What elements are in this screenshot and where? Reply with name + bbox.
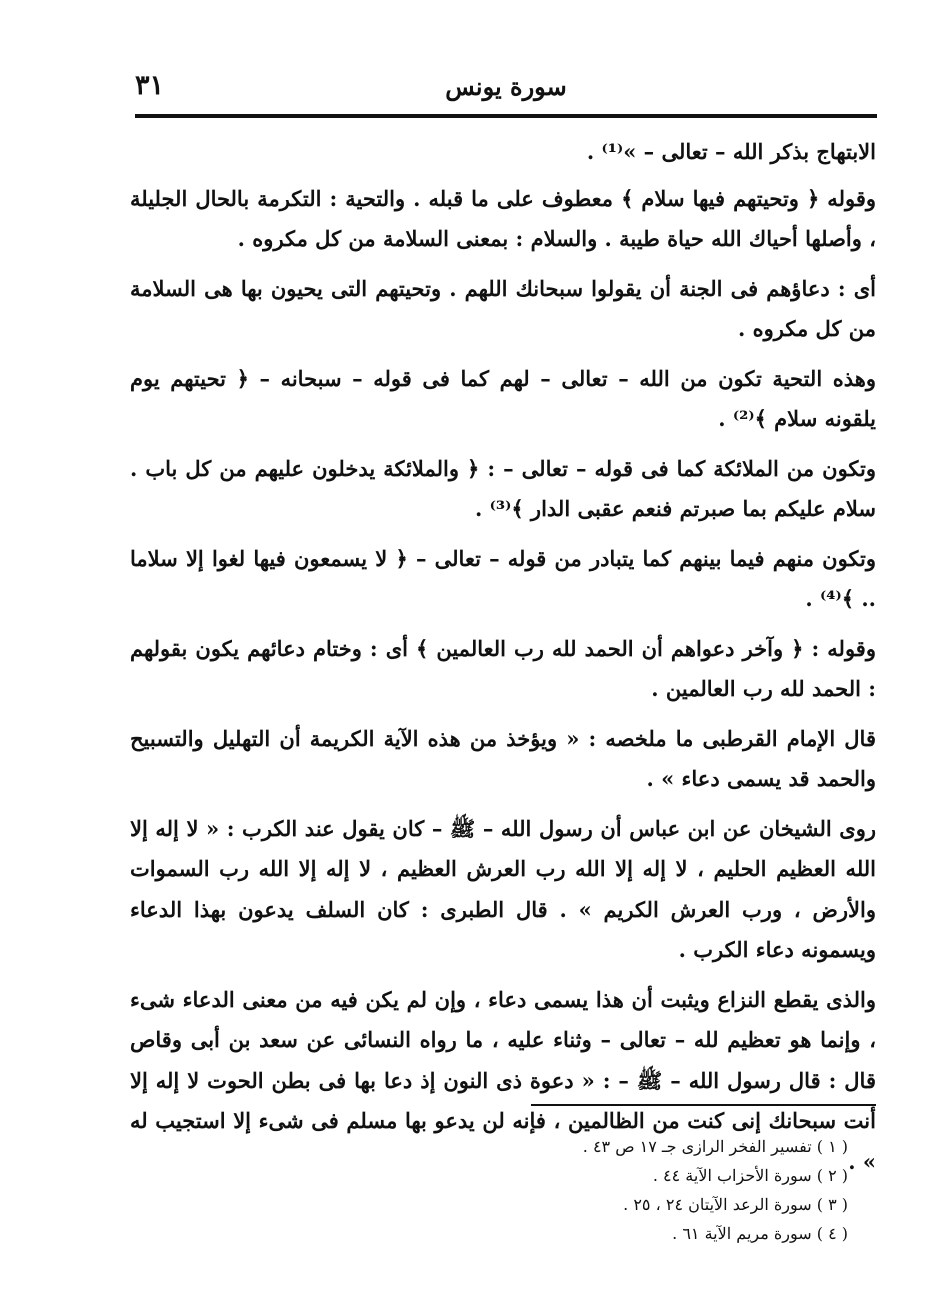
paragraph: قال الإمام القرطبى ما ملخصه : « ويؤخذ من هذه الآية الكريمة أن التهليل والتسبيح والحمد قد يسمى دعاء » . (130, 725, 876, 791)
footnote: ( ٣ ) سورة الرعد الآيتان ٢٤ ، ٢٥ . (623, 1195, 848, 1214)
paragraph: وقوله ﴿ وتحيتهم فيها سلام ﴾ معطوف على ما قبله . والتحية : التكرمة بالحال الجليلة ، وأصلها أحياك الله حياة طيبة . والسلام : بمعنى السلامة من كل مكروه . (130, 185, 876, 251)
paragraph: الابتهاج بذكر الله – تعالى – »⁽¹⁾ . (586, 139, 876, 164)
footnote: ( ١ ) تفسير الفخر الرازى جـ ١٧ ص ٤٣ . (582, 1137, 848, 1156)
running-title: سورة يونس (445, 72, 567, 101)
footnote: ( ٤ ) سورة مريم الآية ٦١ . (672, 1224, 848, 1243)
body-text (130, 132, 876, 1191)
footnote: ( ٢ ) سورة الأحزاب الآية ٤٤ . (652, 1166, 848, 1185)
paragraph: وهذه التحية تكون من الله – تعالى – لهم كما فى قوله – سبحانه – ﴿ تحيتهم يوم يلقونه سلام ﴾⁽²⁾ . (130, 365, 876, 431)
footnote-rule (531, 1104, 876, 1106)
page-number: ٣١ (135, 70, 165, 101)
paragraph: وقوله : ﴿ وآخر دعواهم أن الحمد لله رب العالمين ﴾ أى : وختام دعائهم يكون بقولهم : الحمد لله رب العالمين . (130, 635, 876, 701)
page-header (135, 66, 877, 112)
footnotes (430, 1132, 848, 1248)
paragraph: أى : دعاؤهم فى الجنة أن يقولوا سبحانك اللهم . وتحيتهم التى يحيون بها هى السلامة من كل مكروه . (130, 275, 876, 341)
paragraph: والذى يقطع النزاع ويثبت أن هذا يسمى دعاء ، وإن لم يكن فيه من معنى الدعاء شىء ، وإنما هو تعظيم لله – تعالى – وثناء عليه ، ما رواه النسائى عن سعد بن أبى وقاص قال : قال رسول الله – ﷺ – : « دعوة ذى النون إذ دعا بها فى بطن الحوت لا إله إلا أنت سبحانك إنى كنت من الظالمين ، فإنه لن يدعو بها مسلم فى شىء إلا استجيب له » . (130, 986, 876, 1174)
paragraph: وتكون منهم فيما بينهم كما يتبادر من قوله – تعالى – ﴿ لا يسمعون فيها لغوا إلا سلاما .. ﴾⁽⁴⁾ . (130, 545, 876, 611)
paragraph: روى الشيخان عن ابن عباس أن رسول الله – ﷺ – كان يقول عند الكرب : « لا إله إلا الله العظيم الحليم ، لا إله إلا الله رب العرش العظيم ، لا إله إلا الله رب السموات والأرض ، ورب العرش الكريم » . قال الطبرى : كان السلف يدعون بهذا الدعاء ويسمونه دعاء الكرب . (130, 815, 876, 962)
paragraph: وتكون من الملائكة كما فى قوله – تعالى – : ﴿ والملائكة يدخلون عليهم من كل باب . سلام عليكم بما صبرتم فنعم عقبى الدار ﴾⁽³⁾ . (130, 455, 876, 521)
header-rule (135, 114, 877, 118)
